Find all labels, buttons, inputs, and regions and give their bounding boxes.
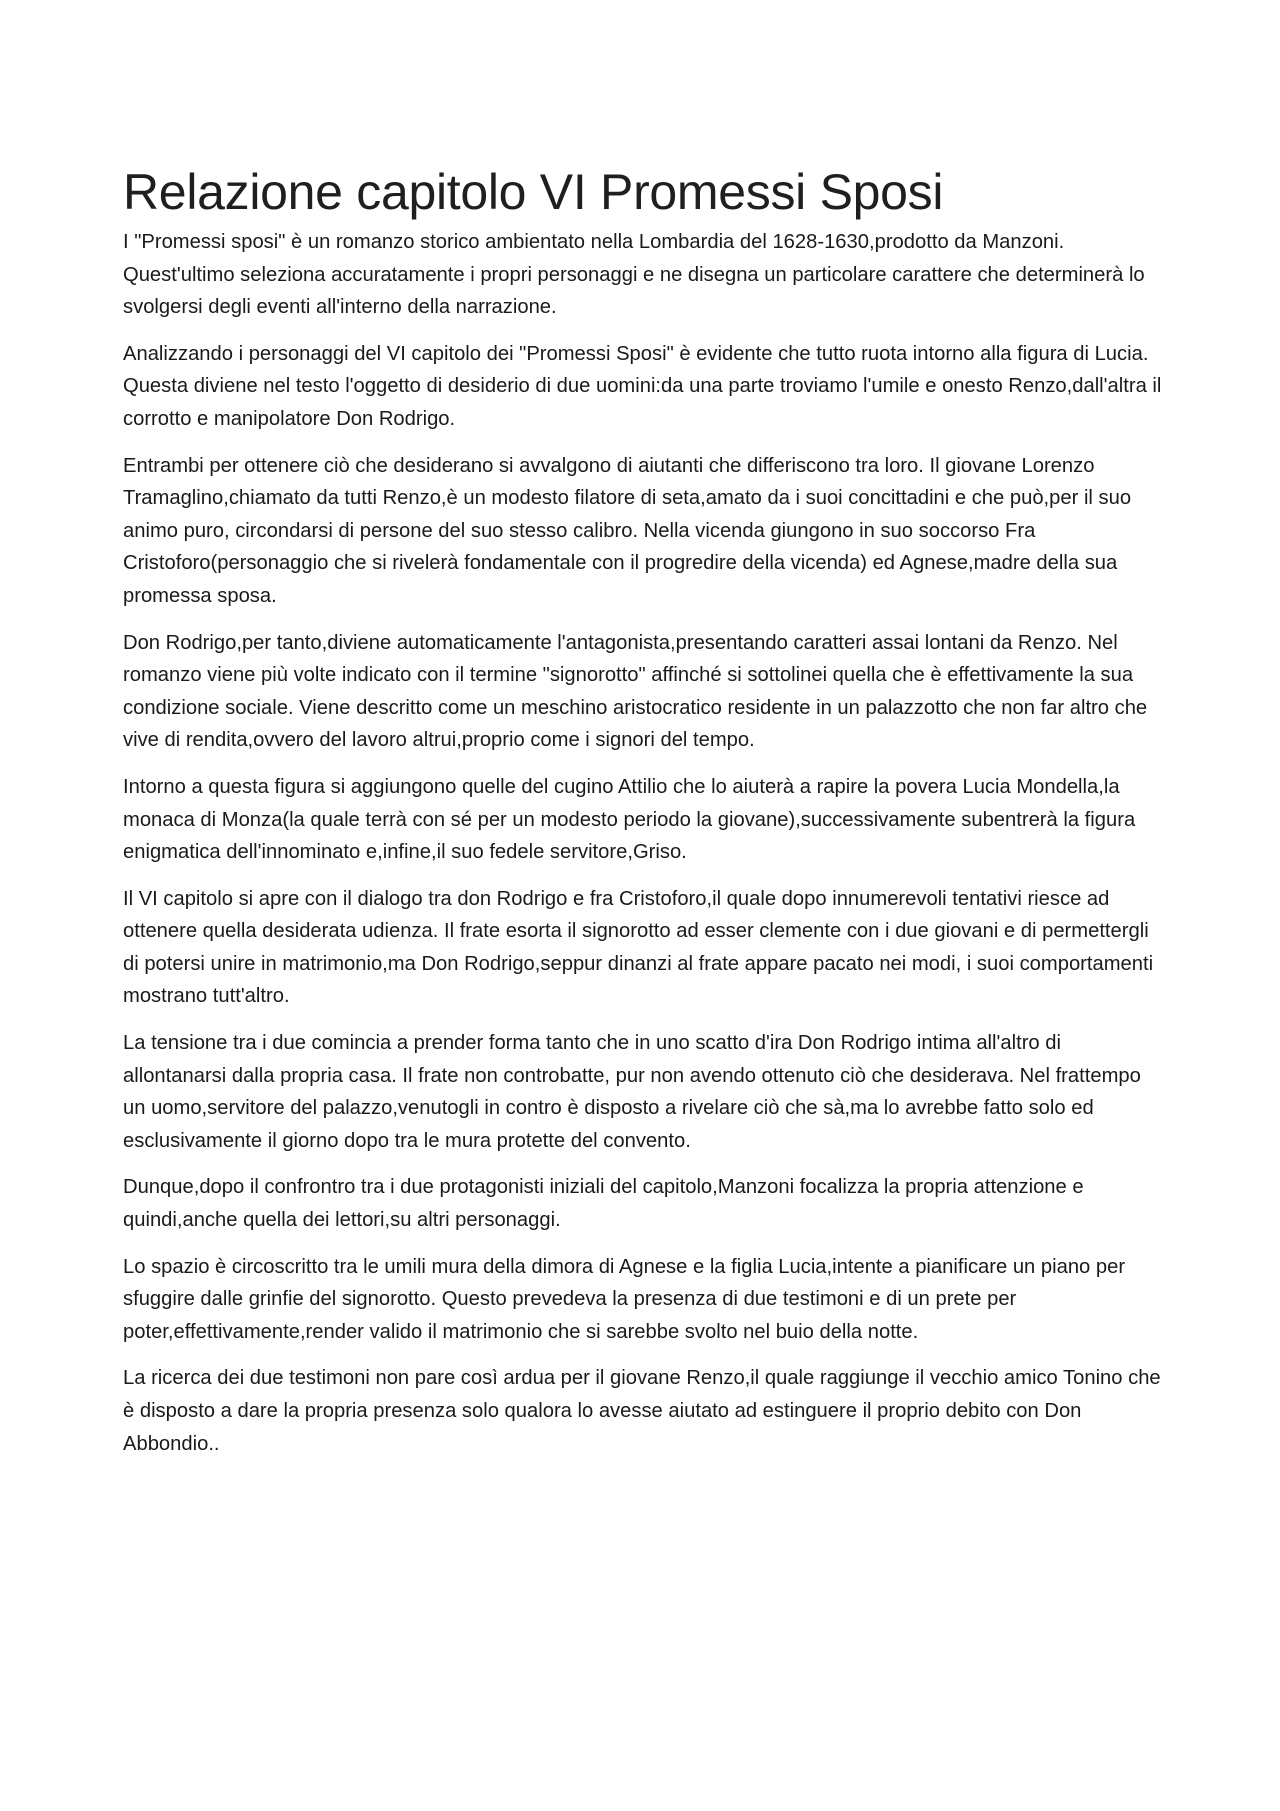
document-body xyxy=(123,160,1165,1474)
paragraph: I "Promessi sposi" è un romanzo storico ambientato nella Lombardia del 1628-1630,prodotto da Manzoni. Quest'ultimo seleziona accuratamente i propri personaggi e ne disegna un particolare carattere che determinerà lo svolgersi degli eventi all'interno della narrazione. xyxy=(123,231,1145,319)
paragraph: Analizzando i personaggi del VI capitolo dei "Promessi Sposi" è evidente che tutto ruota intorno alla figura di Lucia. Questa diviene nel testo l'oggetto di desiderio di due uomini:da una parte troviamo l'umile e onesto Renzo,dall'altra il corrotto e manipolatore Don Rodrigo. xyxy=(123,342,1162,430)
paragraph: Il VI capitolo si apre con il dialogo tra don Rodrigo e fra Cristoforo,il quale dopo innumerevoli tentativi riesce ad ottenere quella desiderata udienza. Il frate esorta il signorotto ad esser clemente con i due giovani e di permettergli di potersi unire in matrimonio,ma Don Rodrigo,seppur dinanzi al frate appare pacato nei modi, i suoi comportamenti mostrano tutt'altro. xyxy=(123,887,1154,1008)
document-title: Relazione capitolo VI Promessi Sposi xyxy=(123,164,944,220)
paragraph: Entrambi per ottenere ciò che desiderano si avvalgono di aiutanti che differiscono tra loro. Il giovane Lorenzo Tramaglino,chiamato da tutti Renzo,è un modesto filatore di seta,amato da i suoi concittadini e che può,per il suo animo puro, circondarsi di persone del suo stesso calibro. Nella vicenda giungono in suo soccorso Fra Cristoforo(personaggio che si rivelerà fondamentale con il progredire della vicenda) ed Agnese,madre della sua promessa sposa. xyxy=(123,454,1132,607)
paragraph: La ricerca dei due testimoni non pare così ardua per il giovane Renzo,il quale raggiunge il vecchio amico Tonino che è disposto a dare la propria presenza solo qualora lo avesse aiutato ad estinguere il proprio debito con Don Abbondio.. xyxy=(123,1367,1161,1455)
paragraph: Intorno a questa figura si aggiungono quelle del cugino Attilio che lo aiuterà a rapire la povera Lucia Mondella,la monaca di Monza(la quale terrà con sé per un modesto periodo la giovane),successivamente subentrerà la figura enigmatica dell'innominato e,infine,il suo fedele servitore,Griso. xyxy=(123,775,1136,864)
paragraph: Lo spazio è circoscritto tra le umili mura della dimora di Agnese e la figlia Lucia,intente a pianificare un piano per sfuggire dalle grinfie del signorotto. Questo prevedeva la presenza di due testimoni e di un prete per poter,effettivamente,render valido il matrimonio che si sarebbe svolto nel buio della notte. xyxy=(123,1255,1126,1343)
paragraph: Dunque,dopo il confrontro tra i due protagonisti iniziali del capitolo,Manzoni focalizza la propria attenzione e quindi,anche quella dei lettori,su altri personaggi. xyxy=(123,1176,1084,1232)
paragraph: Don Rodrigo,per tanto,diviene automaticamente l'antagonista,presentando caratteri assai lontani da Renzo. Nel romanzo viene più volte indicato con il termine "signorotto" affinché si sottolinei quella che è effettivamente la sua condizione sociale. Viene descritto come un meschino aristocratico residente in un palazzotto che non far altro che vive di rendita,ovvero del lavoro altrui,proprio come i signori del tempo. xyxy=(123,631,1148,752)
paragraph: La tensione tra i due comincia a prender forma tanto che in uno scatto d'ira Don Rodrigo intima all'altro di allontanarsi dalla propria casa. Il frate non controbatte, pur non avendo ottenuto ciò che desiderava. Nel frattempo un uomo,servitore del palazzo,venutogli in contro è disposto a rivelare ciò che sà,ma lo avrebbe fatto solo ed esclusivamente il giorno dopo tra le mura protette del convento. xyxy=(123,1032,1141,1152)
